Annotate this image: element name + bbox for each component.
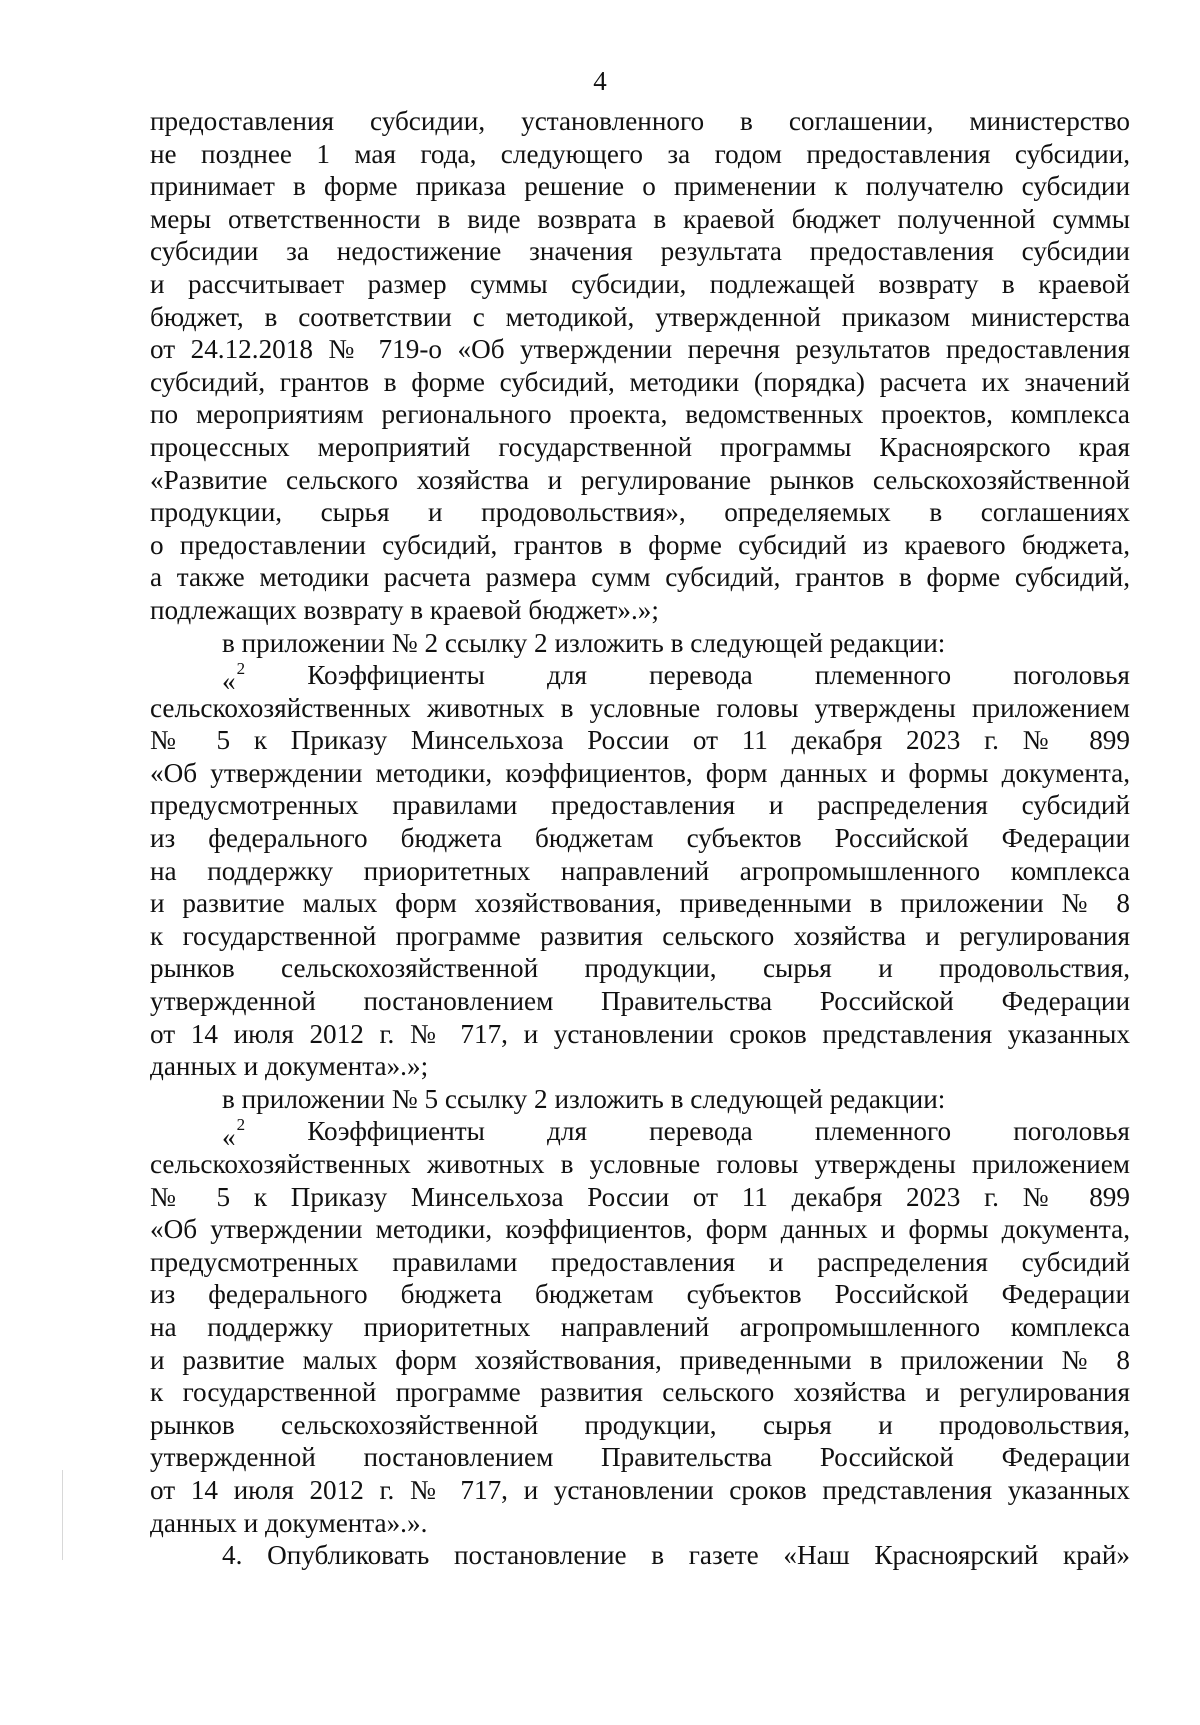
text-line	[150, 659, 1130, 697]
text-line: по мероприятиям регионального проекта, ведомственных проектов, комплекса	[150, 399, 1130, 430]
text-line: предусмотренных правилами предоставления и распределения субсидий	[150, 790, 1130, 821]
text-line: данных и документа».»;	[150, 1051, 429, 1082]
text-line: на поддержку приоритетных направлений агропромышленного комплекса	[150, 1311, 1130, 1342]
quote-word: племенного	[814, 660, 952, 691]
quote-word: для	[547, 1116, 587, 1147]
text-line: от 14 июля 2012 г. № 717, и установлении сроков представления указанных	[150, 1474, 1130, 1505]
text-line: № 5 к Приказу Минсельхоза России от 11 декабря 2023 г. № 899	[150, 1181, 1130, 1212]
text-line: подлежащих возврату в краевой бюджет».»;	[150, 594, 659, 625]
text-line: меры ответственности в виде возврата в краевой бюджет полученной суммы	[150, 203, 1130, 234]
text-line: 4. Опубликовать постановление в газете «Наш Красноярский край»	[222, 1540, 1130, 1571]
text-line: «Развитие сельского хозяйства и регулирование рынков сельскохозяйственной	[150, 464, 1130, 495]
text-line: и развитие малых форм хозяйствования, приведенными в приложении № 8	[150, 1344, 1130, 1375]
quote-open: «	[222, 666, 236, 697]
quote-mark	[222, 1115, 246, 1153]
quote-mark	[222, 659, 246, 697]
text-line: рынков сельскохозяйственной продукции, сырья и продовольствия,	[150, 1409, 1130, 1440]
text-line: утвержденной постановлением Правительства Российской Федерации	[150, 1442, 1130, 1473]
quote-word: для	[547, 660, 587, 691]
text-line: и рассчитывает размер суммы субсидии, подлежащей возврату в краевой	[150, 268, 1130, 299]
text-line: к государственной программе развития сельского хозяйства и регулирования	[150, 1377, 1130, 1408]
quote-open: «	[222, 1122, 236, 1153]
text-line: «Об утверждении методики, коэффициентов, форм данных и формы документа,	[150, 757, 1130, 788]
document-body	[150, 105, 1130, 1572]
text-line: а также методики расчета размера сумм субсидий, грантов в форме субсидий,	[150, 562, 1130, 593]
quote-word: Коэффициенты	[307, 660, 485, 691]
text-line: и развитие малых форм хозяйствования, приведенными в приложении № 8	[150, 888, 1130, 919]
text-line: не позднее 1 мая года, следующего за годом предоставления субсидии,	[150, 138, 1130, 169]
text-line: в приложении № 5 ссылку 2 изложить в следующей редакции:	[222, 1083, 946, 1114]
text-line: о предоставлении субсидий, грантов в форме субсидий из краевого бюджета,	[150, 529, 1130, 560]
text-line: субсидий, грантов в форме субсидий, методики (порядка) расчета их значений	[150, 366, 1130, 397]
quote-word: Коэффициенты	[307, 1116, 485, 1147]
text-line: процессных мероприятий государственной программы Красноярского края	[150, 431, 1130, 462]
scan-margin-artifact	[62, 1470, 63, 1560]
text-line: предоставления субсидии, установленного в соглашении, министерство	[150, 106, 1130, 136]
text-line: субсидии за недостижение значения результата предоставления субсидии	[150, 236, 1130, 267]
text-line: сельскохозяйственных животных в условные головы утверждены приложением	[150, 692, 1130, 723]
page-number: 4	[593, 66, 607, 96]
text-line: сельскохозяйственных животных в условные головы утверждены приложением	[150, 1149, 1130, 1179]
text-line: рынков сельскохозяйственной продукции, сырья и продовольствия,	[150, 953, 1130, 984]
text-line: из федерального бюджета бюджетам субъектов Российской Федерации	[150, 1279, 1130, 1310]
text-line: предусмотренных правилами предоставления и распределения субсидий	[150, 1246, 1130, 1277]
quote-word: племенного	[814, 1116, 952, 1147]
text-line: от 24.12.2018 № 719-о «Об утверждении перечня результатов предоставления	[150, 334, 1130, 365]
text-line: утвержденной постановлением Правительства Российской Федерации	[150, 986, 1130, 1017]
text-line: на поддержку приоритетных направлений агропромышленного комплекса	[150, 855, 1130, 886]
text-line: в приложении № 2 ссылку 2 изложить в следующей редакции:	[222, 627, 946, 658]
text-line	[150, 1115, 1130, 1153]
text-line: данных и документа».».	[150, 1507, 428, 1538]
text-line: от 14 июля 2012 г. № 717, и установлении сроков представления указанных	[150, 1018, 1130, 1049]
text-line: принимает в форме приказа решение о применении к получателю субсидии	[150, 171, 1130, 202]
quote-word: перевода	[649, 1116, 753, 1147]
footnote-superscript: 2	[236, 659, 246, 679]
quote-word: поголовья	[1013, 660, 1130, 691]
text-line: к государственной программе развития сельского хозяйства и регулирования	[150, 920, 1130, 951]
text-line: № 5 к Приказу Минсельхоза России от 11 декабря 2023 г. № 899	[150, 725, 1130, 756]
text-line: «Об утверждении методики, коэффициентов, форм данных и формы документа,	[150, 1214, 1130, 1245]
footnote-superscript: 2	[236, 1115, 246, 1135]
text-line: из федерального бюджета бюджетам субъектов Российской Федерации	[150, 823, 1130, 854]
quote-word: поголовья	[1013, 1116, 1130, 1147]
text-line: продукции, сырья и продовольствия», определяемых в соглашениях	[150, 497, 1130, 528]
quote-word: перевода	[649, 660, 753, 691]
text-line: бюджет, в соответствии с методикой, утвержденной приказом министерства	[150, 301, 1130, 332]
